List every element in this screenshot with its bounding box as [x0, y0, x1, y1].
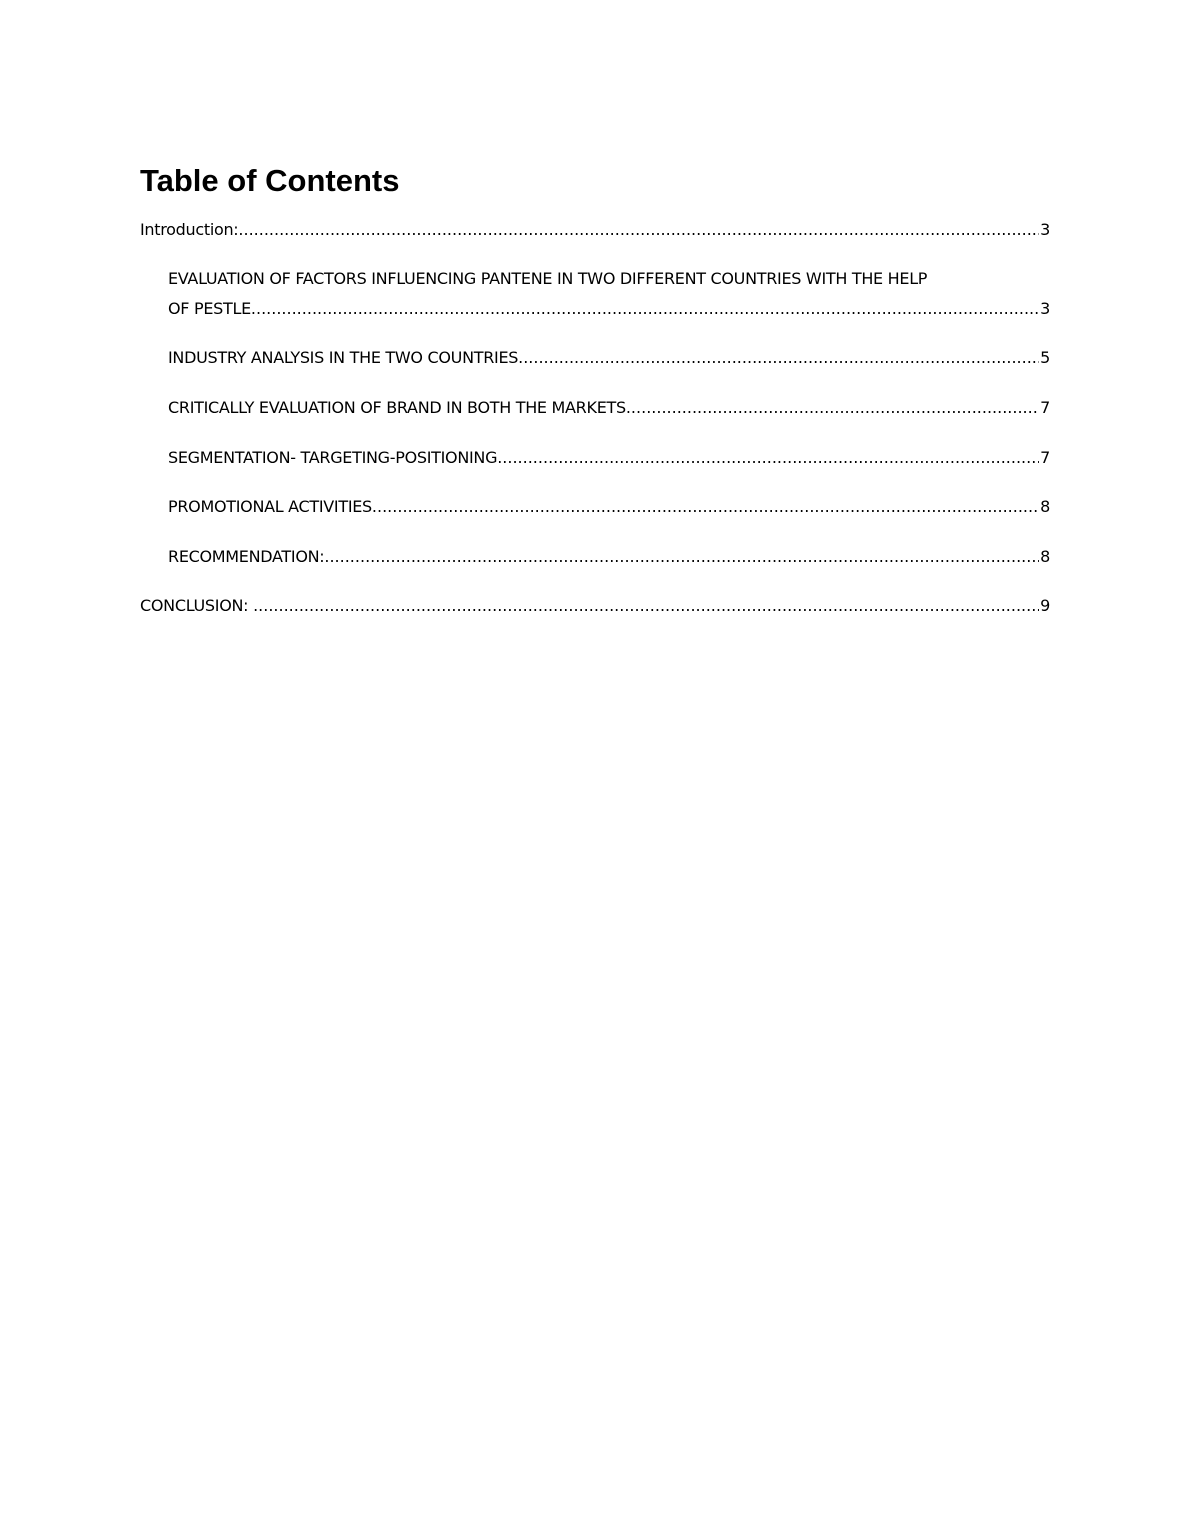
toc-dot-leader: [238, 220, 1039, 240]
toc-page-number: 7: [1040, 448, 1050, 467]
toc-line: [168, 398, 1050, 418]
toc-dot-leader: [497, 448, 1039, 468]
toc-page-number: 8: [1040, 547, 1050, 566]
toc-dot-leader: [324, 547, 1039, 567]
toc-entry-text: Introduction:: [140, 220, 239, 239]
toc-entry-conclusion[interactable]: [140, 596, 1050, 616]
toc-dot-leader: [251, 299, 1039, 319]
toc-entry-recommendation[interactable]: [168, 547, 1050, 567]
toc-entry-text: RECOMMENDATION:: [168, 547, 325, 566]
toc-entry-text: OF PESTLE: [168, 299, 251, 318]
toc-entry-text: PROMOTIONAL ACTIVITIES: [168, 497, 372, 516]
toc-title: Table of Contents: [140, 163, 400, 198]
toc-entry-introduction[interactable]: [140, 220, 1050, 240]
toc-page-number: 7: [1040, 398, 1050, 417]
toc-page-number: 5: [1040, 348, 1050, 367]
toc-entry-segmentation[interactable]: [168, 448, 1050, 468]
toc-line: [140, 220, 1050, 240]
toc-entry-promotional-activities[interactable]: [168, 497, 1050, 517]
toc-entry-text: INDUSTRY ANALYSIS IN THE TWO COUNTRIES: [168, 348, 519, 367]
toc-dot-leader: [253, 596, 1039, 616]
toc-entry-text: CRITICALLY EVALUATION OF BRAND IN BOTH THE MARKETS: [168, 398, 626, 417]
toc-entry-industry-analysis[interactable]: [168, 348, 1050, 368]
toc-line: [168, 348, 1050, 368]
toc-entry-text: SEGMENTATION- TARGETING-POSITIONING: [168, 448, 498, 467]
toc-line: [168, 497, 1050, 517]
toc-line: [140, 596, 1050, 616]
toc-entry-brand-evaluation[interactable]: [168, 398, 1050, 418]
toc-page-number: 9: [1040, 596, 1050, 615]
toc-page-number: 8: [1040, 497, 1050, 516]
toc-page-number: 3: [1040, 220, 1050, 239]
toc-dot-leader: [626, 398, 1039, 418]
toc-entry-text-line1: EVALUATION OF FACTORS INFLUENCING PANTENE IN TWO DIFFERENT COUNTRIES WITH THE HELP: [168, 269, 928, 288]
toc-entry-text: CONCLUSION:: [140, 596, 254, 615]
toc-line: [168, 299, 1050, 319]
toc-dot-leader: [372, 497, 1039, 517]
toc-entry-pestle-evaluation[interactable]: [168, 269, 1050, 319]
toc-line: [168, 547, 1050, 567]
toc-line: [168, 448, 1050, 468]
toc-page-number: 3: [1040, 299, 1050, 318]
toc-dot-leader: [518, 348, 1039, 368]
